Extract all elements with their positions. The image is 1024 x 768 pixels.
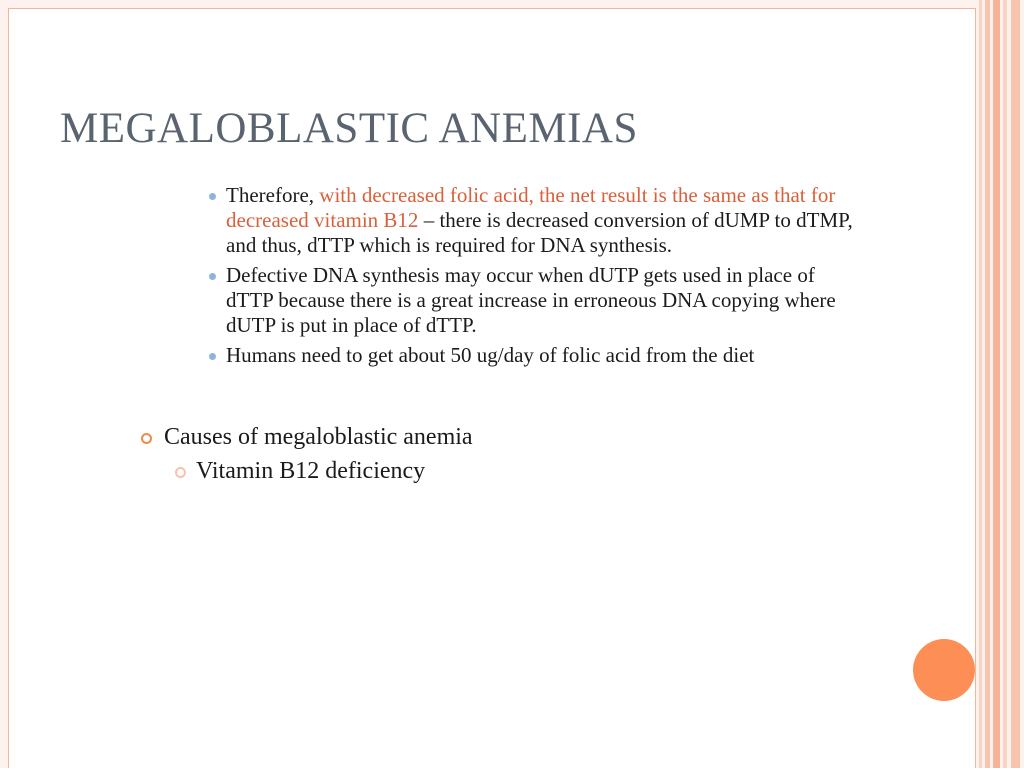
subbullet-text-part: Humans need to get about 50 ug/day of folic acid from the diet <box>226 343 755 367</box>
decorative-stripe <box>993 0 1000 768</box>
sub-bullet-text: Vitamin B12 deficiency <box>196 458 426 484</box>
sub-bullet <box>175 458 425 485</box>
subbullet-item <box>206 263 866 338</box>
subbullet-item <box>206 343 866 368</box>
main-bullet-text: Causes of megaloblastic anemia <box>164 424 473 450</box>
decorative-stripe <box>1011 0 1020 768</box>
decorative-stripe <box>985 0 990 768</box>
decorative-stripe <box>979 0 982 768</box>
subbullet-text-part: Therefore, <box>226 183 320 207</box>
decorative-stripe <box>1003 0 1007 768</box>
subbullet-item <box>206 183 866 258</box>
peach-ring-bullet-icon <box>175 467 186 478</box>
subbullet-text-part: – there is decreased conversion of dUMP to dTMP, and thus, dTTP which is required for DNA synthesis. <box>226 208 853 257</box>
subbullet-list <box>206 183 866 373</box>
orange-ring-bullet-icon <box>141 433 152 444</box>
dot-bullet-icon <box>209 193 216 200</box>
slide-title: MEGALOBLASTIC ANEMIAS <box>60 105 638 152</box>
highlighted-text: with decreased folic acid, the net result is the same as that for decreased vitamin B12 <box>226 183 836 232</box>
subbullet-text-part: Defective DNA synthesis may occur when dUTP gets used in place of dTTP because there is a great increase in erroneous DNA copying where dUTP is put in place of dTTP. <box>226 263 836 337</box>
dot-bullet-icon <box>209 353 216 360</box>
orange-circle-decoration <box>913 639 975 701</box>
main-bullet <box>141 424 473 451</box>
dot-bullet-icon <box>209 273 216 280</box>
